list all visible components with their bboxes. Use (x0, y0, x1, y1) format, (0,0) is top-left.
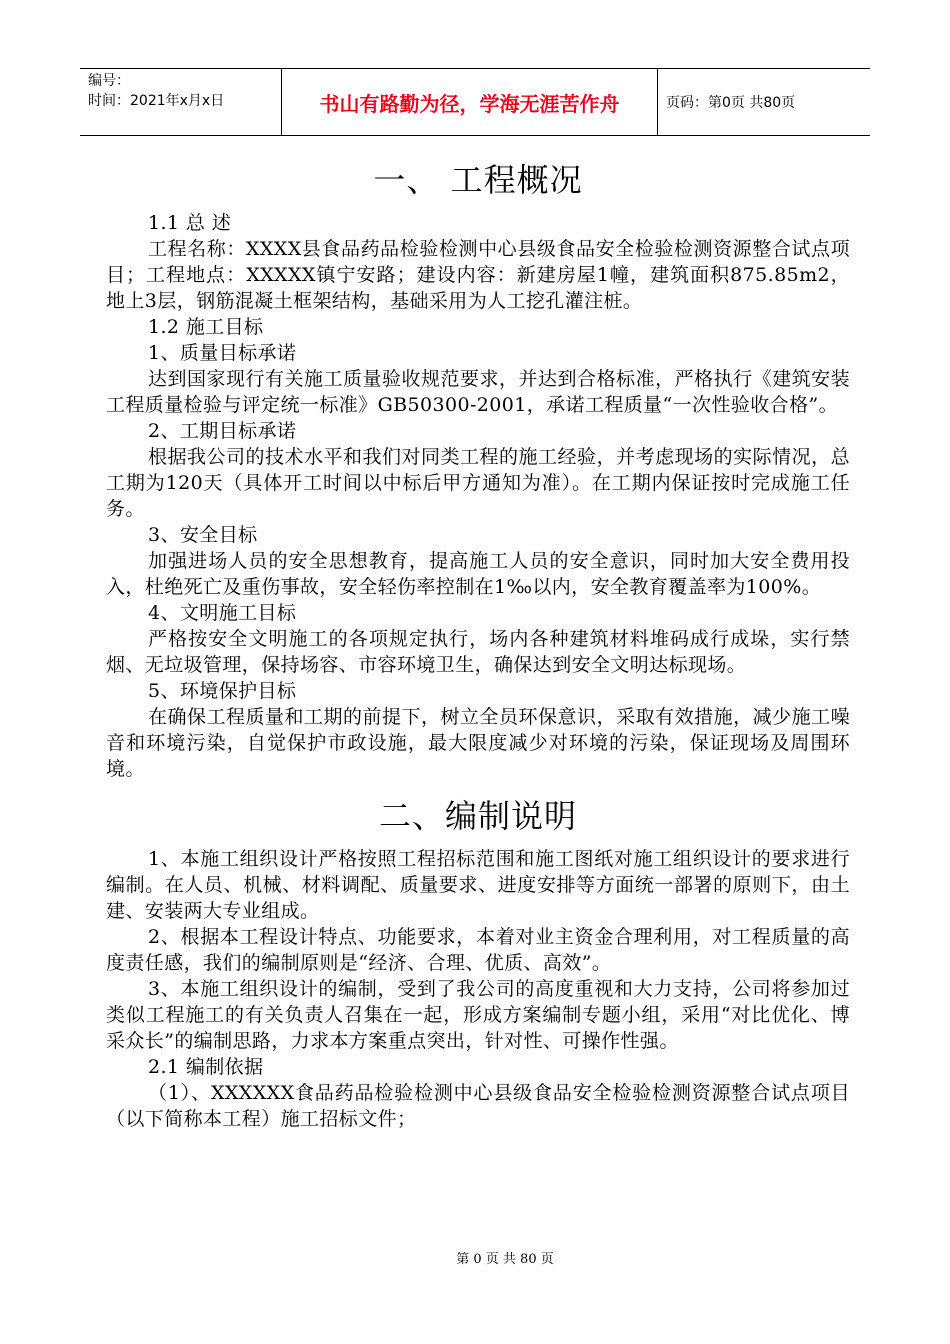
paragraph: 5、环境保护目标 (148, 680, 297, 702)
paragraph: 4、文明施工目标 (148, 602, 297, 624)
paragraph: 在确保工程质量和工期的前提下，树立全员环保意识，采取有效措施，减少施工噪音和环境污染，自觉保护市政设施，最大限度减少对环境的污染，保证现场及周围环境。 (106, 706, 850, 780)
date-label: 时间：2021年x月x日 (88, 93, 225, 109)
paragraph: 严格按安全文明施工的各项规定执行，场内各种建筑材料堆码成行成垛，实行禁烟、无垃圾管理，保持场容、市容环境卫生，确保达到安全文明达标现场。 (106, 628, 850, 676)
section-compilation-body (106, 846, 850, 1132)
section-title-compilation: 二、编制说明 (378, 797, 577, 835)
paragraph: 2.1 编制依据 (148, 1056, 264, 1078)
number-label: 编号： (88, 73, 130, 89)
paragraph: 2、根据本工程设计特点、功能要求，本着对业主资金合理利用，对工程质量的高度责任感，我们的编制原则是“经济、合理、优质、高效”。 (106, 926, 850, 974)
document-body (106, 150, 850, 1132)
paragraph: 3、本施工组织设计的编制，受到了我公司的高度重视和大力支持，公司将参加过类似工程施工的有关负责人召集在一起，形成方案编制专题小组，采用“对比优化、博采众长”的编制思路，力求本方案重点突出，针对性、可操作性强。 (106, 978, 850, 1052)
header-meta (80, 69, 282, 135)
paragraph: 3、安全目标 (148, 524, 258, 546)
paragraph: 1.2 施工目标 (148, 316, 264, 338)
paragraph: 达到国家现行有关施工质量验收规范要求，并达到合格标准，严格执行《建筑安装工程质量检验与评定统一标准》GB50300-2001，承诺工程质量“一次性验收合格”。 (106, 368, 850, 416)
paragraph: 1、本施工组织设计严格按照工程招标范围和施工图纸对施工组织设计的要求进行编制。在人员、机械、材料调配、质量要求、进度安排等方面统一部署的原则下，由土建、安装两大专业组成。 (106, 848, 850, 922)
header-motto: 书山有路勤为径，学海无涯苦作舟 (282, 69, 658, 135)
paragraph: 加强进场人员的安全思想教育，提高施工人员的安全意识，同时加大安全费用投入，杜绝死亡及重伤事故，安全轻伤率控制在1‰以内，安全教育覆盖率为100%。 (106, 550, 850, 598)
header-page-info: 页码：第0页 共80页 (666, 95, 796, 111)
section-overview-body (106, 210, 850, 782)
paragraph: 1、质量目标承诺 (148, 342, 297, 364)
paragraph: 2、工期目标承诺 (148, 420, 297, 442)
section-title-overview: 一、 工程概况 (373, 161, 583, 199)
paragraph: （1）、XXXXXX食品药品检验检测中心县级食品安全检验检测资源整合试点项目（以下简称本工程）施工招标文件； (106, 1082, 850, 1130)
paragraph: 根据我公司的技术水平和我们对同类工程的施工经验，并考虑现场的实际情况，总工期为120天（具体开工时间以中标后甲方通知为准）。在工期内保证按时完成施工任务。 (106, 446, 850, 520)
document-header (80, 68, 870, 136)
page-footer: 第 0 页 共 80 页 (456, 1252, 554, 1267)
paragraph: 工程名称：XXXX县食品药品检验检测中心县级食品安全检验检测资源整合试点项目；工程地点：XXXXX镇宁安路；建设内容：新建房屋1幢，建筑面积875.85m2，地上3层，钢筋混凝土框架结构，基础采用为人工挖孔灌注桩。 (106, 238, 850, 312)
paragraph: 1.1 总 述 (148, 212, 232, 234)
